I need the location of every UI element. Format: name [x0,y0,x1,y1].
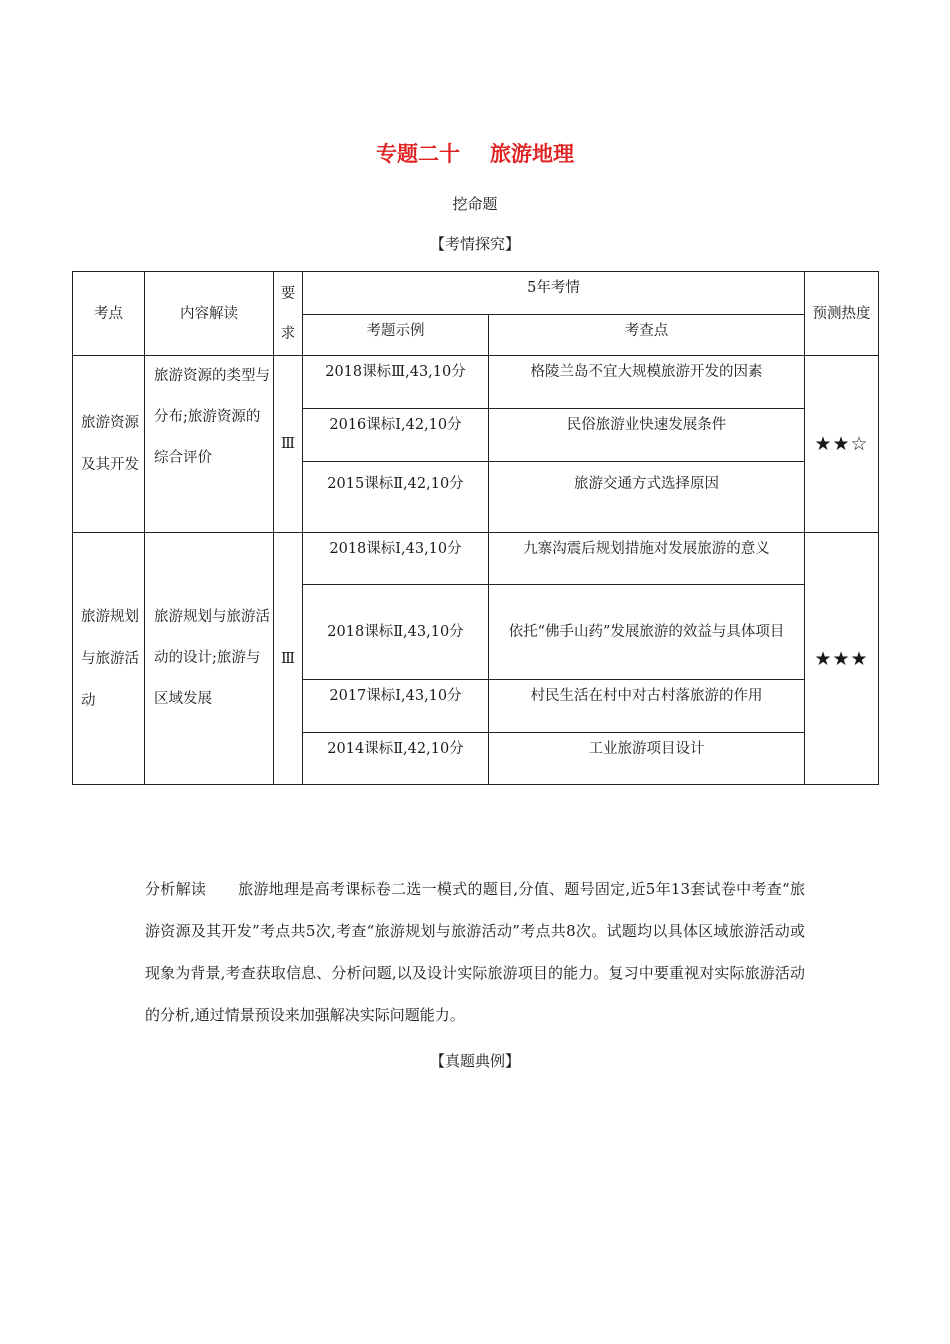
header-yaoqiu [274,272,303,356]
example-cell: 2018课标Ⅱ,43,10分 [303,585,489,680]
header-heat: 预测热度 [805,272,879,356]
analysis-text: 旅游地理是高考课标卷二选一模式的题目,分值、题号固定,近5年13套试卷中考查“旅游资源及其开发”考点共5次,考查“旅游规划与旅游活动”考点共8次。试题均以具体区域旅游活动或现象为背景,考查获取信息、分析问题,以及设计实际旅游项目的能力。复习中要重视对实际旅游活动的分析,通过情景预设来加强解决实际问题能力。 [145,880,805,1024]
topic-cell: 旅游资源及其开发 [73,356,145,533]
page-title [0,138,950,168]
examples-heading: 【真题典例】 [429,1052,520,1070]
title-part2: 旅游地理 [490,141,574,166]
example-cell: 2018课标Ⅰ,43,10分 [303,533,489,585]
header-points: 考查点 [489,315,805,356]
req-cell: Ⅲ [274,533,303,785]
req-cell: Ⅲ [274,356,303,533]
example-cell: 2018课标Ⅲ,43,10分 [303,356,489,409]
example-cell: 2016课标Ⅰ,42,10分 [303,409,489,462]
table-row [73,356,879,409]
exam-table [72,271,879,785]
section-label: 挖命题 [452,195,498,213]
example-cell: 2015课标Ⅱ,42,10分 [303,462,489,533]
exam-heading: 【考情探究】 [429,235,520,253]
header-five-year: 5年考情 [303,272,805,315]
point-cell: 工业旅游项目设计 [489,733,805,785]
content-cell: 旅游资源的类型与分布;旅游资源的综合评价 [145,356,274,533]
title-part1: 专题二十 [376,141,460,166]
analysis-paragraph [145,868,805,1036]
content-cell: 旅游规划与旅游活动的设计;旅游与区域发展 [145,533,274,785]
heat-rating: ★★☆ [805,356,879,533]
header-neirong: 内容解读 [145,272,274,356]
point-cell: 旅游交通方式选择原因 [489,462,805,533]
example-cell: 2017课标Ⅰ,43,10分 [303,680,489,733]
table-row [73,533,879,585]
header-yaoqiu-text: 要求 [280,285,296,342]
example-cell: 2014课标Ⅱ,42,10分 [303,733,489,785]
point-cell: 九寨沟震后规划措施对发展旅游的意义 [489,533,805,585]
header-kaodian: 考点 [73,272,145,356]
point-cell: 民俗旅游业快速发展条件 [489,409,805,462]
heat-rating: ★★★ [805,533,879,785]
analysis-label: 分析解读 [145,880,207,898]
header-examples: 考题示例 [303,315,489,356]
point-cell: 依托“佛手山药”发展旅游的效益与具体项目 [489,585,805,680]
topic-cell: 旅游规划与旅游活动 [73,533,145,785]
point-cell: 村民生活在村中对古村落旅游的作用 [489,680,805,733]
point-cell: 格陵兰岛不宜大规模旅游开发的因素 [489,356,805,409]
header-row-1 [73,272,879,315]
